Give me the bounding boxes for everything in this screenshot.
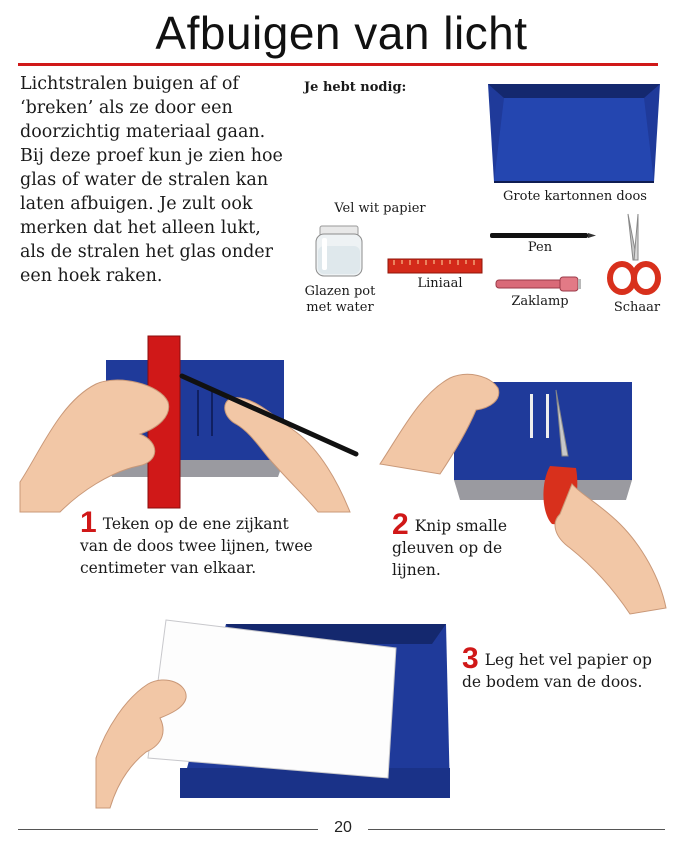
step3-text xyxy=(462,642,652,693)
step2-description: Knip smalle gleuven op de lijnen. xyxy=(392,517,508,579)
label-jar-line1: Glazen pot xyxy=(304,284,376,299)
intro-paragraph: Lichtstralen buigen af of ‘breken’ als ze door een doorzichtig materiaal gaan. Bij deze proef kun je zien hoe glas of water de stralen kan laten afbuigen. Je zult ook merken dat het alleen lukt, als de stralen het glas onder een hoek raken. xyxy=(20,74,283,286)
step3-number: 3 xyxy=(462,642,479,675)
step2-text xyxy=(392,508,532,581)
materials-heading: Je hebt nodig: xyxy=(304,80,407,95)
footer-rule-left xyxy=(18,829,318,830)
label-paper: Vel wit papier xyxy=(334,201,426,216)
step2-number: 2 xyxy=(392,508,409,541)
label-pen: Pen xyxy=(527,240,553,255)
label-jar-line2: met water xyxy=(306,300,374,315)
label-ruler: Liniaal xyxy=(417,276,463,291)
step1-description: Teken op de ene zijkant van de doos twee lijnen, twee centimeter van elkaar. xyxy=(80,515,313,577)
step1-illustration xyxy=(20,332,360,512)
step1-text xyxy=(80,506,320,579)
page-number: 20 xyxy=(334,819,352,836)
scissors-illustration xyxy=(606,212,662,298)
label-box: Grote kartonnen doos xyxy=(503,189,647,204)
label-flashlight: Zaklamp xyxy=(511,294,569,309)
step3-description: Leg het vel papier op de bodem van de doos. xyxy=(462,651,652,691)
cardboard-box-illustration xyxy=(484,80,664,190)
label-scissors: Schaar xyxy=(613,300,661,315)
step1-number: 1 xyxy=(80,506,97,539)
flashlight-illustration xyxy=(494,276,584,292)
footer-rule-right xyxy=(368,829,665,830)
glass-jar-illustration xyxy=(312,224,368,280)
title-underline xyxy=(18,63,658,66)
ruler-illustration xyxy=(388,258,484,276)
step3-illustration xyxy=(96,618,456,808)
page-title: Afbuigen van licht xyxy=(155,7,528,59)
